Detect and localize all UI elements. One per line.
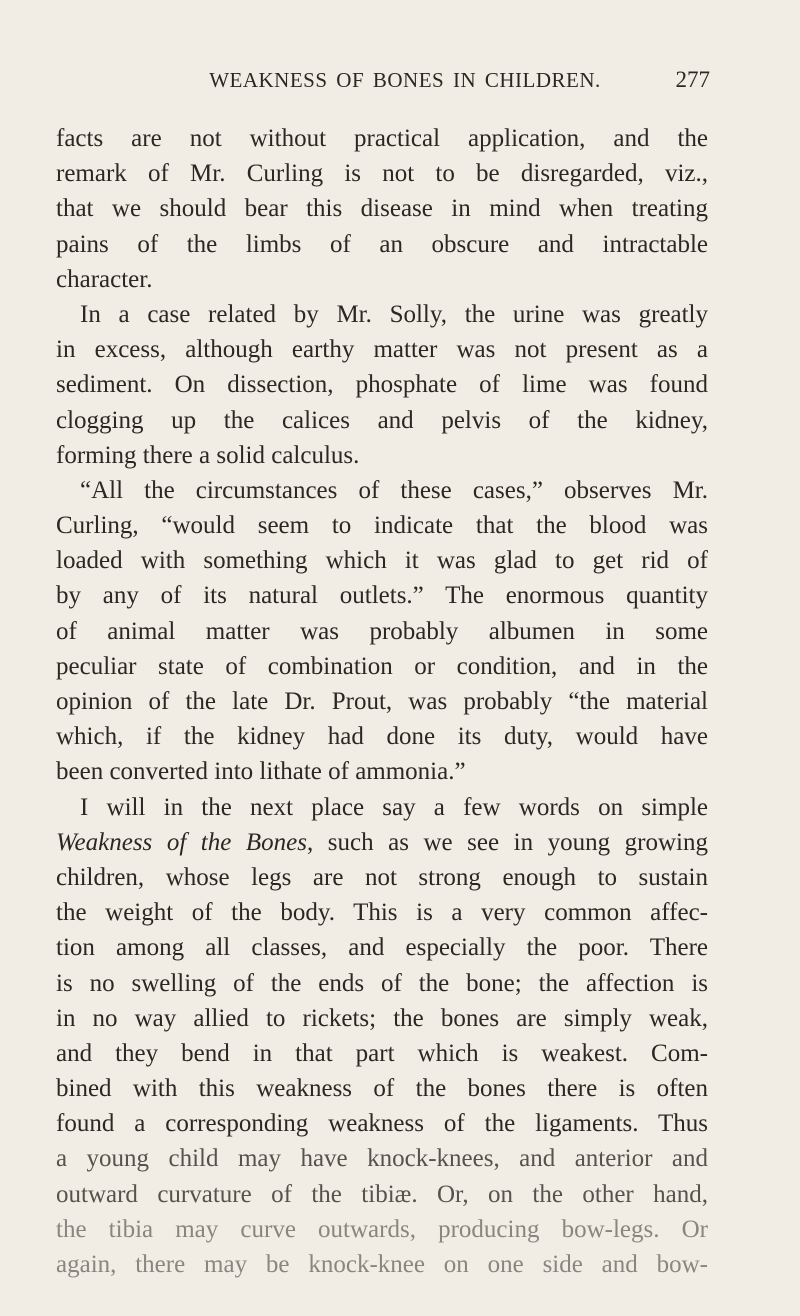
italic-phrase: Weakness of the Bones <box>56 828 307 856</box>
text-line: forming there a solid calculus. <box>56 441 360 469</box>
body-text <box>56 121 708 1282</box>
text-line: sediment. On dissection, phosphate of lime was found <box>56 371 708 399</box>
text-line: bined with this weakness of the bones there is often <box>56 1075 708 1103</box>
text-line: and they bend in that part which is weakest. Com- <box>56 1039 708 1067</box>
text-line: loaded with something which it was glad to get rid of <box>56 547 708 575</box>
text-line: facts are not without practical application, and the <box>56 125 708 152</box>
text-line: the weight of the body. This is a very common affec- <box>56 899 708 927</box>
text-line: opinion of the late Dr. Prout, was probably “the material <box>56 688 708 715</box>
text-line: tion among all classes, and especially the poor. There <box>56 934 708 962</box>
text-line: Curling, “would seem to indicate that the blood was <box>56 512 708 540</box>
text-line: In a case related by Mr. Solly, the urine was greatly <box>80 300 708 328</box>
text-line: in excess, although earthy matter was not present as a <box>56 336 708 364</box>
text-line: clogging up the calices and pelvis of the kidney, <box>56 406 708 434</box>
text-line: remark of Mr. Curling is not to be disregarded, viz., <box>56 160 708 188</box>
page-number: 277 <box>675 67 710 92</box>
text-line: that we should bear this disease in mind when treating <box>56 195 708 223</box>
text-line: “All the circumstances of these cases,” observes Mr. <box>80 476 708 504</box>
text-line: in no way allied to rickets; the bones are simply weak, <box>56 1004 708 1032</box>
text-line: character. <box>56 265 153 293</box>
text-line: is no swelling of the ends of the bone; the affection is <box>56 969 708 997</box>
running-title: WEAKNESS OF BONES IN CHILDREN. <box>209 68 601 92</box>
text-run: , such as we see in young growing <box>306 828 708 856</box>
text-line: outward curvature of the tibiæ. Or, on the other hand, <box>56 1180 708 1208</box>
text-line: by any of its natural outlets.” The enormous quantity <box>56 582 708 610</box>
text-line: I will in the next place say a few words on simple <box>80 793 708 821</box>
running-head <box>100 68 710 102</box>
text-line: the tibia may curve outwards, producing bow-legs. Or <box>56 1215 708 1243</box>
text-line: found a corresponding weakness of the ligaments. Thus <box>56 1110 708 1138</box>
text-line: again, there may be knock-knee on one side and bow- <box>56 1251 708 1278</box>
text-line: children, whose legs are not strong enough to sustain <box>56 863 708 891</box>
text-line: pains of the limbs of an obscure and intractable <box>56 230 708 258</box>
text-line: peculiar state of combination or condition, and in the <box>56 652 708 680</box>
text-line: a young child may have knock-knees, and anterior and <box>56 1145 708 1173</box>
text-line: which, if the kidney had done its duty, would have <box>56 723 708 751</box>
text-line <box>56 825 708 860</box>
text-line: been converted into lithate of ammonia.” <box>56 758 466 786</box>
text-line: of animal matter was probably albumen in some <box>56 617 708 645</box>
